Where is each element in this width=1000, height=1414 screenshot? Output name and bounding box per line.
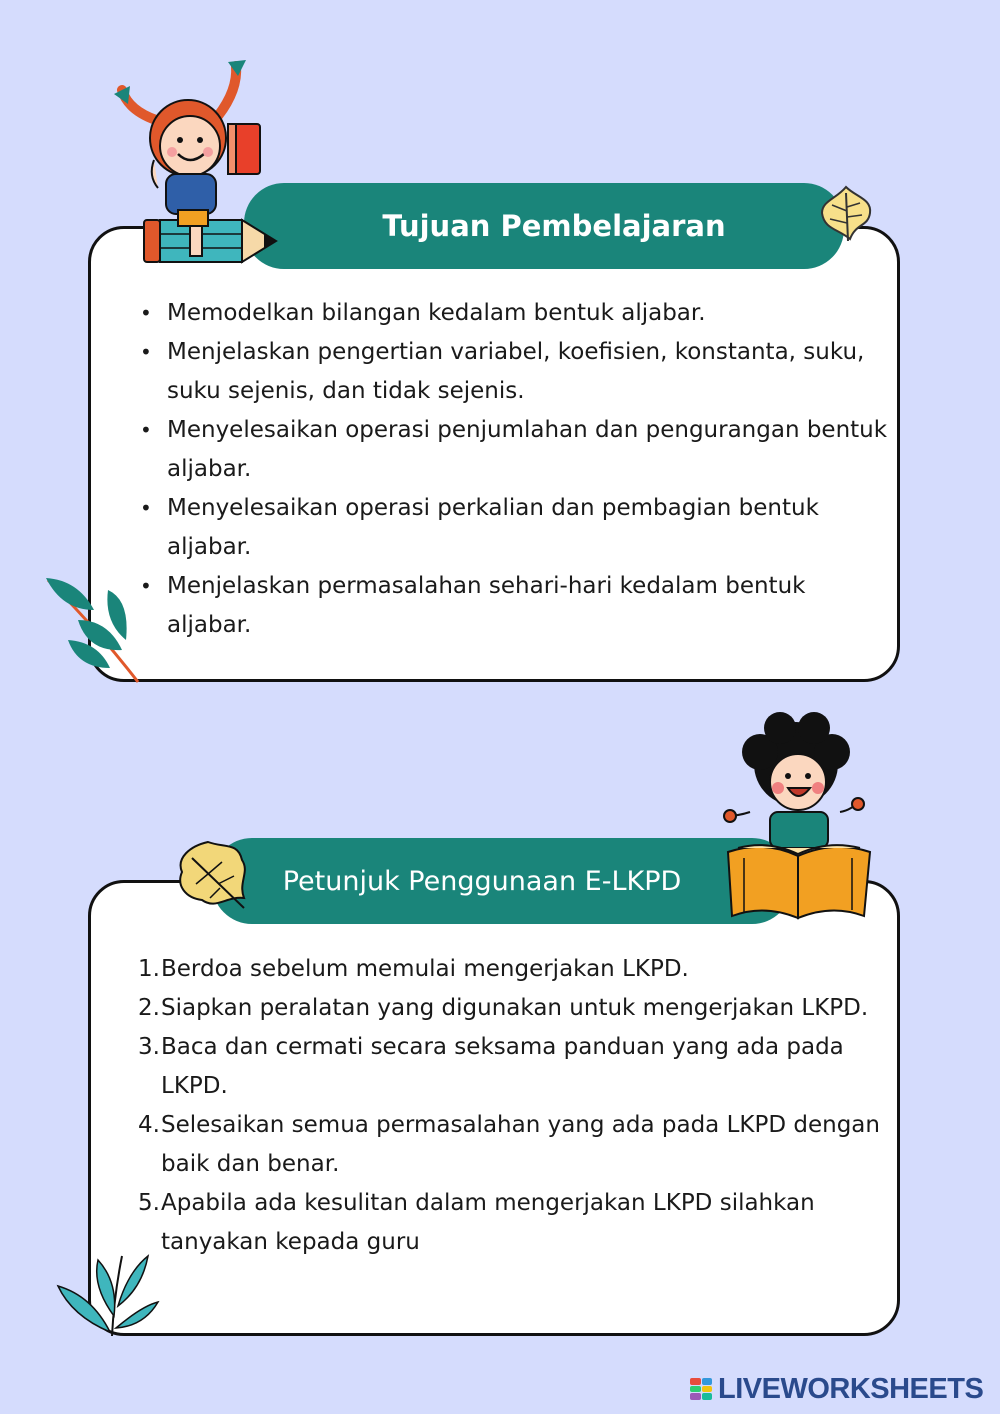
instructions-title-banner bbox=[212, 838, 792, 924]
step-number: 3. bbox=[138, 1034, 160, 1060]
step-number: 1. bbox=[138, 956, 160, 982]
step-text: Siapkan peralatan yang digunakan untuk mengerjakan LKPD. bbox=[161, 995, 869, 1021]
list-item: • Memodelkan bilangan kedalam bentuk aljabar. bbox=[140, 294, 890, 333]
step-text: Baca dan cermati secara seksama panduan yang ada pada LKPD. bbox=[161, 1034, 844, 1099]
liveworksheets-logo[interactable] bbox=[690, 1372, 990, 1406]
list-item: • Menyelesaikan operasi penjumlahan dan pengurangan bentuk aljabar. bbox=[140, 411, 890, 489]
objectives-list bbox=[140, 294, 890, 645]
list-item: • Menyelesaikan operasi perkalian dan pembagian bentuk aljabar. bbox=[140, 489, 890, 567]
leaf-icon bbox=[816, 183, 876, 245]
list-item bbox=[130, 1028, 890, 1106]
list-item: • Menjelaskan pengertian variabel, koefisien, konstanta, suku, suku sejenis, dan tidak sejenis. bbox=[140, 333, 890, 411]
liveworksheets-logo-icon bbox=[690, 1378, 712, 1400]
step-text: Berdoa sebelum memulai mengerjakan LKPD. bbox=[161, 956, 689, 982]
branch-icon bbox=[38, 570, 148, 685]
list-item: • Menjelaskan permasalahan sehari-hari kedalam bentuk aljabar. bbox=[140, 567, 890, 645]
instructions-title: Petunjuk Penggunaan E-LKPD bbox=[282, 865, 682, 897]
step-text: Selesaikan semua permasalahan yang ada pada LKPD dengan baik dan benar. bbox=[161, 1112, 880, 1177]
step-number: 2. bbox=[138, 995, 160, 1021]
book-icon bbox=[724, 838, 874, 922]
list-item bbox=[130, 1106, 890, 1184]
brand-name: LIVEWORKSHEETS bbox=[718, 1372, 984, 1405]
step-number: 5. bbox=[138, 1190, 160, 1216]
list-item bbox=[130, 1184, 890, 1262]
step-number: 4. bbox=[138, 1112, 160, 1138]
objectives-title: Tujuan Pembelajaran bbox=[382, 209, 726, 243]
leaf-icon bbox=[172, 838, 254, 914]
girl-with-book-icon bbox=[108, 50, 278, 260]
objectives-title-banner bbox=[244, 183, 844, 269]
step-text: Apabila ada kesulitan dalam mengerjakan LKPD silahkan tanyakan kepada guru bbox=[161, 1190, 815, 1255]
list-item bbox=[130, 950, 890, 989]
list-item bbox=[130, 989, 890, 1028]
instructions-list bbox=[130, 950, 890, 1262]
